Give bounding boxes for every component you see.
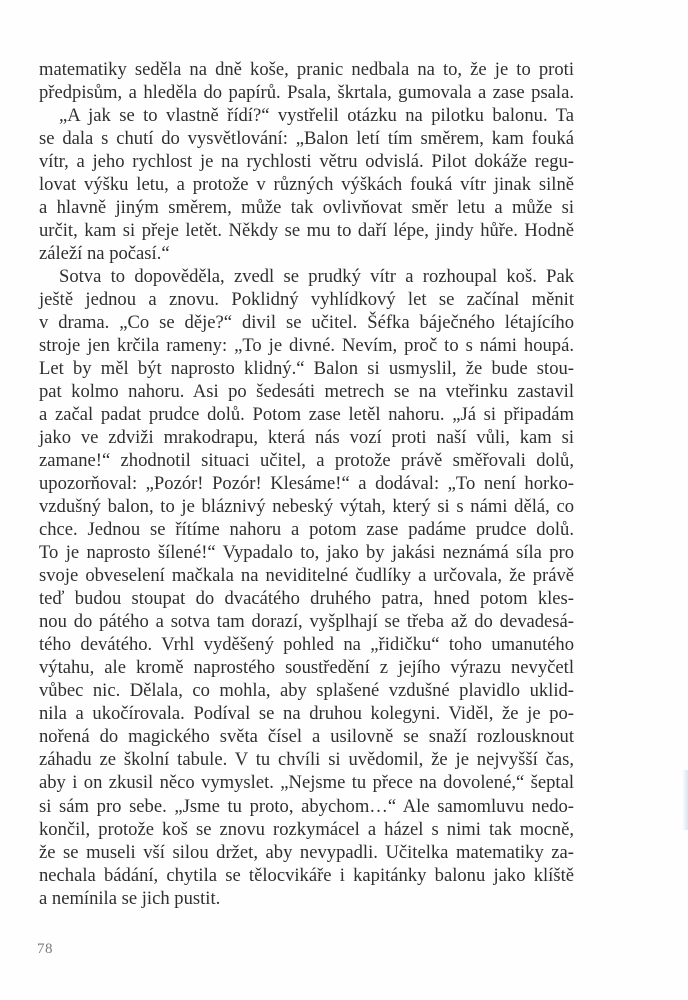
text-line: že se museli vší silou držet, aby nevypadli. Učitelka matematiky za- bbox=[39, 841, 574, 863]
text-line: si sám pro sebe. „Jsme tu proto, abychom…“ Ale samomluvu nedo- bbox=[39, 795, 574, 817]
text-line: pat kolmo nahoru. Asi po šedesáti metrech se na vteřinku zastavil bbox=[39, 381, 574, 403]
text-line: nechala bádání, chytila se tělocvikáře i kapitánky balonu jako klíště bbox=[39, 864, 574, 886]
text-line: vítr, a jeho rychlost je na rychlosti větru odvislá. Pilot dokáže regu- bbox=[39, 151, 574, 173]
text-line: svoje obveselení mačkala na neviditelné čudlíky a určovala, že právě bbox=[39, 565, 574, 587]
text-line: nořená do magického světa čísel a usilovně se snaží rozlousknout bbox=[39, 726, 574, 748]
text-line: To je naprosto šílené!“ Vypadalo to, jako by jakási neznámá síla pro bbox=[39, 542, 574, 564]
text-line: aby i on zkusil něco vymyslet. „Nejsme tu přece na dovolené,“ šeptal bbox=[39, 772, 574, 794]
text-line: upozorňoval: „Pozór! Pozór! Klesáme!“ a dodával: „To není horko- bbox=[39, 473, 574, 495]
text-line: stroje jen krčila rameny: „To je divné. Nevím, proč to s námi houpá. bbox=[39, 335, 574, 357]
scan-edge-artifact bbox=[682, 770, 688, 830]
paragraph-first-line: Sotva to dopověděla, zvedl se prudký vítr a rozhoupal koš. Pak bbox=[59, 266, 574, 288]
text-line: zamane!“ zhodnotil situaci učitel, a protože právě směřovali dolů, bbox=[39, 450, 574, 472]
text-line: matematiky seděla na dně koše, pranic nedbala na to, že je to proti bbox=[39, 59, 574, 80]
paragraph-first-line: „A jak se to vlastně řídí?“ vystřelil otázku na pilotku balonu. Ta bbox=[59, 105, 574, 127]
text-line: určit, kam si přeje letět. Někdy se mu to daří lépe, jindy hůře. Hodně bbox=[39, 220, 574, 242]
text-line: nila a ukočírovala. Podíval se na druhou kolegyni. Viděl, že je po- bbox=[39, 703, 574, 725]
text-line: vůbec nic. Dělala, co mohla, aby splašené vzdušné plavidlo uklid- bbox=[39, 680, 574, 702]
text-line: Let by měl být naprosto klidný.“ Balon si usmyslil, že bude stou- bbox=[39, 358, 574, 380]
text-line: končil, protože koš se znovu rozkymácel a házel s nimi tak mocně, bbox=[39, 818, 574, 840]
text-line: záhadu ze školní tabule. V tu chvíli si uvědomil, že je nejvyšší čas, bbox=[39, 749, 574, 771]
text-line: se dala s chutí do vysvětlování: „Balon letí tím směrem, kam fouká bbox=[39, 128, 574, 150]
text-line: záleží na počasí.“ bbox=[39, 243, 170, 265]
text-line: nou do pátého a sotva tam dorazí, vyšplhají se třeba až do devadesá- bbox=[39, 611, 574, 633]
text-line: tého devátého. Vrhl vyděšený pohled na „řidičku“ toho umanutého bbox=[39, 634, 574, 656]
body-text bbox=[39, 58, 574, 910]
text-line: v drama. „Co se děje?“ divil se učitel. Šéfka báječného létajícího bbox=[39, 312, 574, 334]
text-line: lovat výšku letu, a protože v různých výškách fouká vítr jinak silně bbox=[39, 174, 574, 196]
text-line: chce. Jednou se řítíme nahoru a potom zase padáme prudce dolů. bbox=[39, 519, 574, 541]
text-line: výtahu, ale kromě naprostého soustředění z jejího výrazu nevyčetl bbox=[39, 657, 574, 679]
page-number: 78 bbox=[37, 941, 53, 957]
text-line: ještě jednou a znovu. Poklidný vyhlídkový let se začínal měnit bbox=[39, 289, 574, 311]
text-line: teď budou stoupat do dvacátého druhého patra, hned potom kles- bbox=[39, 588, 574, 610]
text-line: a hlavně jiným směrem, může tak ovlivňovat směr letu a může si bbox=[39, 197, 574, 219]
text-line: vzdušný balon, to je bláznivý nebeský výtah, který si s námi dělá, co bbox=[39, 496, 574, 518]
text-line: a nemínila se jich pustit. bbox=[39, 887, 221, 909]
text-line: jako ve zdviži mrakodrapu, která nás vozí proti naší vůli, kam si bbox=[39, 427, 574, 449]
text-line: a začal padat prudce dolů. Potom zase letěl nahoru. „Já si připadám bbox=[39, 404, 574, 426]
text-line: předpisům, a hleděla do papírů. Psala, škrtala, gumovala a zase psala. bbox=[39, 82, 574, 104]
